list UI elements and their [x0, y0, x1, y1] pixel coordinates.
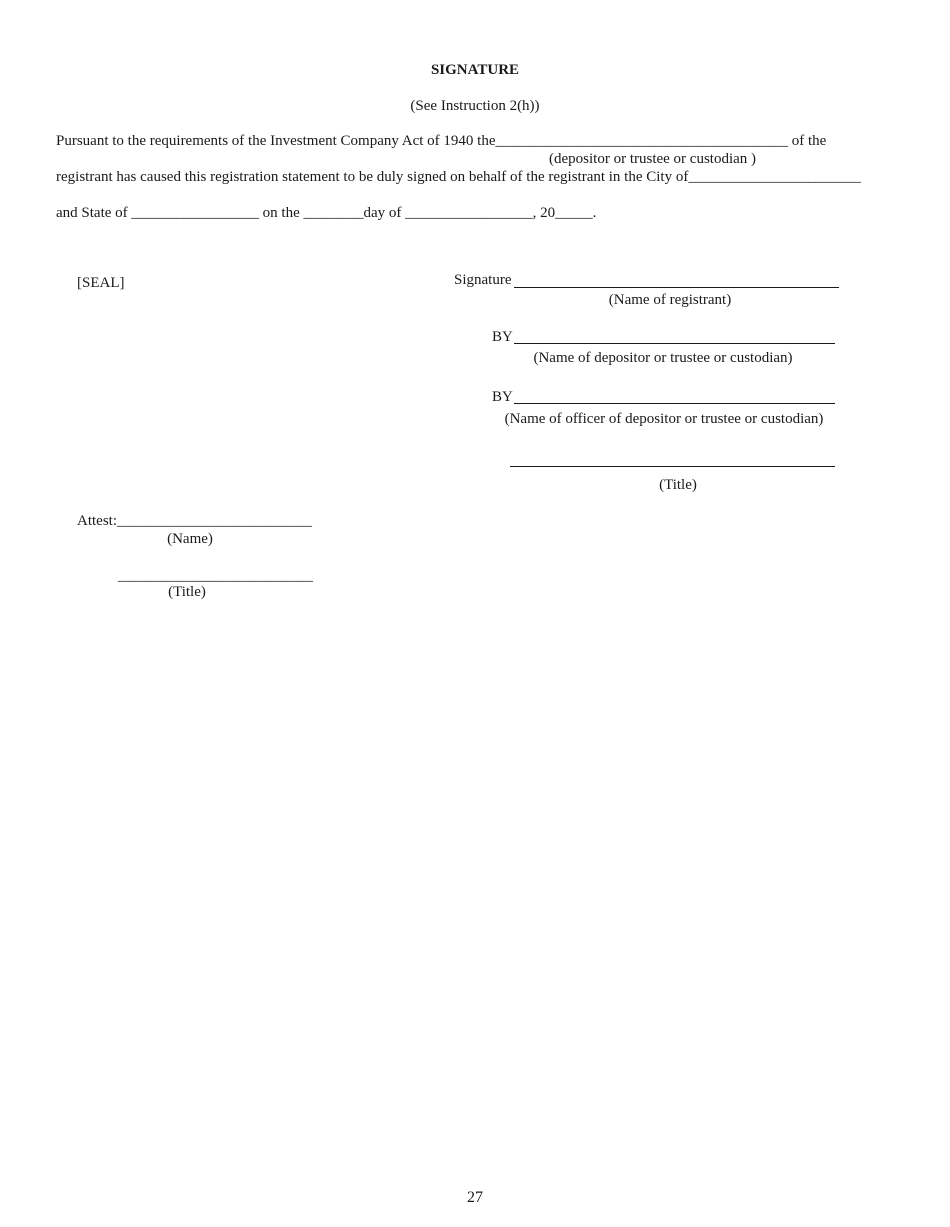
on-the-label: on the — [262, 205, 300, 221]
officer-name-caption: (Name of officer of depositor or trustee or custodian) — [504, 411, 824, 427]
year-field[interactable]: , 20_____. — [532, 205, 597, 221]
title-line[interactable] — [510, 466, 835, 467]
paragraph-line-1-end: of the — [791, 133, 827, 149]
state-blank[interactable]: _________________ — [131, 205, 259, 221]
paragraph-line-2 — [56, 168, 861, 186]
attest-title-blank[interactable]: __________________________ — [118, 568, 313, 584]
day-of-label: day of — [363, 205, 402, 221]
signature-label: Signature — [454, 272, 512, 288]
by-label-depositor: BY — [492, 329, 513, 345]
attest-blank[interactable]: __________________________ — [117, 513, 312, 529]
paragraph-line-1-text: Pursuant to the requirements of the Investment Company Act of 1940 the — [56, 133, 496, 149]
attest-row — [77, 512, 312, 530]
depositor-name-caption: (Name of depositor or trustee or custodian) — [533, 350, 793, 366]
day-blank[interactable]: ________ — [303, 205, 364, 221]
officer-signature-line[interactable] — [514, 403, 835, 404]
seal-label: [SEAL] — [77, 275, 125, 291]
signature-line[interactable] — [514, 287, 839, 288]
city-blank[interactable]: _______________________ — [688, 169, 861, 185]
and-state-of-label: and State of — [56, 205, 128, 221]
attest-label: Attest: — [77, 513, 117, 529]
depositor-signature-line[interactable] — [514, 343, 835, 344]
depositor-blank[interactable]: _______________________________________ — [495, 133, 788, 149]
attest-name-caption: (Name) — [167, 531, 213, 547]
paragraph-line-2-text: registrant has caused this registration statement to be duly signed on behalf of the registrant in the City of — [56, 169, 689, 185]
title-caption: (Title) — [659, 477, 697, 493]
depositor-caption: (depositor or trustee or custodian ) — [549, 151, 757, 167]
instruction-reference: (See Instruction 2(h)) — [410, 98, 540, 114]
month-blank[interactable]: _________________ — [405, 205, 533, 221]
paragraph-line-3 — [56, 204, 596, 222]
attest-title-caption: (Title) — [168, 584, 206, 600]
registrant-caption: (Name of registrant) — [608, 292, 732, 308]
paragraph-line-1 — [56, 132, 826, 150]
page-title: SIGNATURE — [430, 62, 520, 78]
by-label-officer: BY — [492, 389, 513, 405]
page-number: 27 — [467, 1189, 483, 1206]
